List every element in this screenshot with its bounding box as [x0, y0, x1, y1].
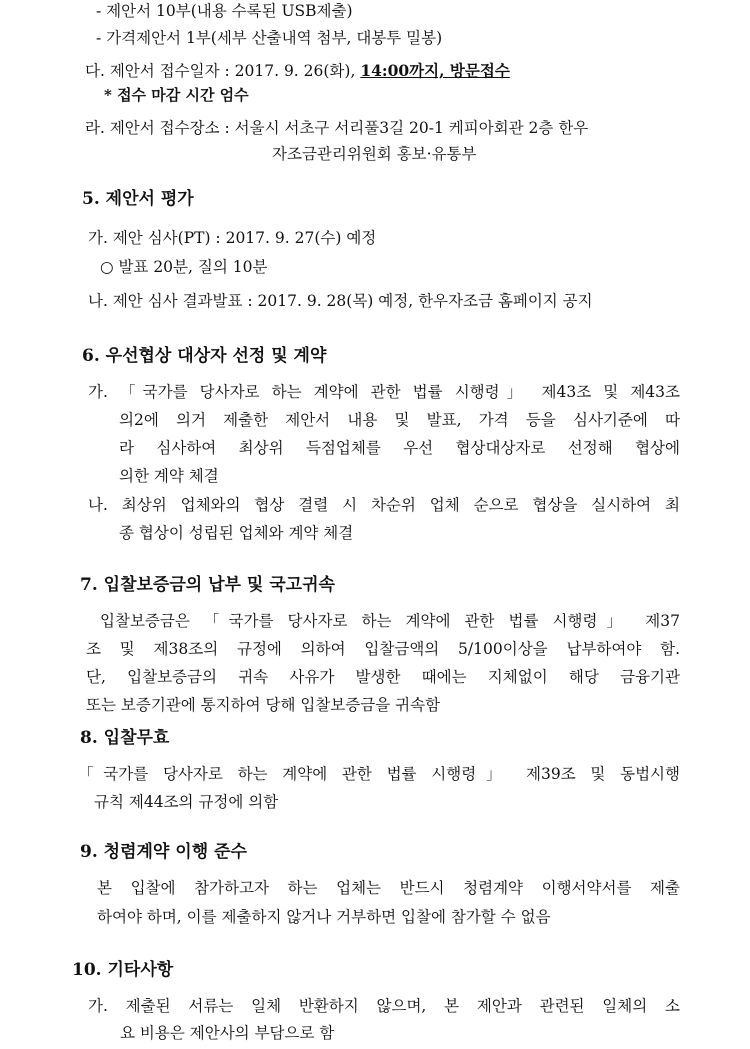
- s8-line-2: 규칙 제44조의 규정에 의함: [94, 793, 279, 811]
- section-8-heading: 8. 입찰무효: [80, 728, 170, 748]
- section-10-heading: 10. 기타사항: [72, 960, 174, 980]
- s6-item-na-line-1: 나. 최상위 업체와의 협상 결렬 시 차순위 업체 순으로 협상을 실시하여 최: [88, 496, 680, 514]
- deadline-note: * 접수 마감 시간 엄수: [104, 86, 249, 104]
- s5-subitem: ○ 발표 20분, 질의 10분: [100, 258, 268, 276]
- s6-item-ga-line-1: 가. 「국가를 당사자로 하는 계약에 관한 법률 시행령」 제43조 및 제43조: [88, 383, 680, 401]
- submission-item-usb: - 제안서 10부(내용 수록된 USB제출): [96, 2, 353, 20]
- section-7-heading: 7. 입찰보증금의 납부 및 국고귀속: [80, 575, 335, 595]
- submission-item-price: - 가격제안서 1부(세부 산출내역 첨부, 대봉투 밀봉): [96, 29, 443, 47]
- s6-item-na-line-2: 종 협상이 성립된 업체와 계약 체결: [119, 524, 354, 542]
- s10-item-ga-line-2: 요 비용은 제안사의 부담으로 함: [120, 1024, 335, 1042]
- submission-date-text: 다. 제안서 접수일자 : 2017. 9. 26(화),: [85, 62, 361, 80]
- section-6-heading: 6. 우선협상 대상자 선정 및 계약: [82, 346, 327, 366]
- s6-item-ga-line-2: 의2에 의거 제출한 제안서 내용 및 발표, 가격 등을 심사기준에 따: [119, 411, 680, 429]
- s5-item-ga: 가. 제안 심사(PT) : 2017. 9. 27(수) 예정: [88, 229, 377, 247]
- s7-line-3: 단, 입찰보증금의 귀속 사유가 발생한 때에는 지체없이 해당 금융기관: [86, 668, 680, 686]
- section-5-heading: 5. 제안서 평가: [82, 189, 194, 209]
- s10-item-ga-line-1: 가. 제출된 서류는 일체 반환하지 않으며, 본 제안과 관련된 일체의 소: [88, 997, 680, 1015]
- s7-line-4: 또는 보증기관에 통지하여 당해 입찰보증금을 귀속함: [86, 696, 441, 714]
- submission-place-line-1: 라. 제안서 접수장소 : 서울시 서초구 서리풀3길 20-1 케피아회관 2층 한우: [85, 119, 589, 137]
- s5-item-na: 나. 제안 심사 결과발표 : 2017. 9. 28(목) 예정, 한우자조금 홈페이지 공지: [88, 292, 593, 310]
- s8-line-1: 「국가를 당사자로 하는 계약에 관한 법률 시행령」 제39조 및 동법시행: [78, 765, 680, 783]
- s7-line-2: 조 및 제38조의 규정에 의하여 입찰금액의 5/100이상을 납부하여야 함.: [86, 640, 680, 658]
- section-9-heading: 9. 청렴계약 이행 준수: [80, 842, 247, 862]
- s9-line-2: 하여야 하며, 이를 제출하지 않거나 거부하면 입찰에 참가할 수 없음: [97, 908, 551, 926]
- s6-item-ga-line-4: 의한 계약 체결: [119, 467, 219, 485]
- submission-date-line: [85, 60, 510, 82]
- s6-item-ga-line-3: 라 심사하여 최상위 득점업체를 우선 협상대상자로 선정해 협상에: [119, 439, 680, 457]
- submission-place-line-2: 자조금관리위원회 홍보·유통부: [272, 145, 477, 163]
- s7-line-1: 입찰보증금은 「국가를 당사자로 하는 계약에 관한 법률 시행령」 제37: [100, 612, 680, 630]
- submission-deadline-emphasis: 14:00까지, 방문접수: [360, 61, 510, 80]
- s9-line-1: 본 입찰에 참가하고자 하는 업체는 반드시 청렴계약 이행서약서를 제출: [97, 879, 680, 897]
